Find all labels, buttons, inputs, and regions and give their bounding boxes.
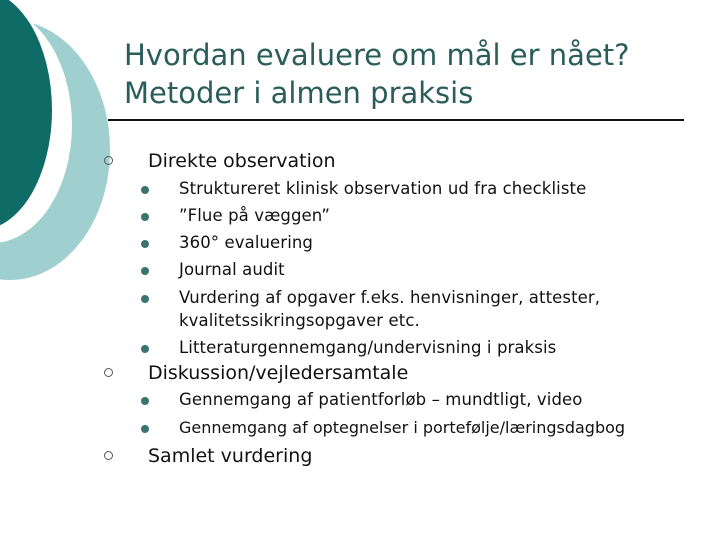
list-item-text: ”Flue på væggen” bbox=[179, 206, 331, 225]
dot-bullet-icon bbox=[141, 425, 149, 433]
circle-bullet-icon bbox=[104, 156, 113, 165]
section-label: Direkte observation bbox=[148, 150, 336, 172]
dot-bullet-icon bbox=[141, 213, 149, 221]
list-item bbox=[179, 389, 583, 411]
list-item bbox=[179, 232, 313, 254]
list-item bbox=[179, 205, 330, 227]
list-item bbox=[179, 287, 600, 309]
list-item-continuation bbox=[179, 310, 420, 332]
dot-bullet-icon bbox=[141, 240, 149, 248]
list-item bbox=[179, 417, 625, 439]
list-item-text: kvalitetssikringsopgaver etc. bbox=[179, 311, 420, 330]
section-samlet-vurdering bbox=[148, 445, 312, 467]
title-line-2: Metoder i almen praksis bbox=[124, 76, 474, 110]
title-line-1: Hvordan evaluere om mål er nået? bbox=[124, 38, 630, 72]
list-item-text: Gennemgang af patientforløb – mundtligt, video bbox=[179, 390, 583, 409]
section-direkte-observation bbox=[148, 150, 336, 172]
dot-bullet-icon bbox=[141, 397, 149, 405]
section-diskussion bbox=[148, 362, 408, 384]
list-item-text: Litteraturgennemgang/undervisning i praksis bbox=[179, 338, 557, 357]
list-item-text: Gennemgang af optegnelser i portefølje/læringsdagbog bbox=[179, 418, 626, 437]
list-item-text: Vurdering af opgaver f.eks. henvisninger, attester, bbox=[179, 288, 601, 307]
dot-bullet-icon bbox=[141, 186, 149, 194]
list-item-text: Struktureret klinisk observation ud fra checkliste bbox=[179, 179, 587, 198]
dot-bullet-icon bbox=[141, 295, 149, 303]
list-item-text: Journal audit bbox=[179, 260, 285, 279]
list-item bbox=[179, 337, 556, 359]
dot-bullet-icon bbox=[141, 267, 149, 275]
circle-bullet-icon bbox=[104, 368, 113, 377]
dot-bullet-icon bbox=[141, 345, 149, 353]
circle-bullet-icon bbox=[104, 451, 113, 460]
section-label: Diskussion/vejledersamtale bbox=[148, 362, 409, 384]
list-item bbox=[179, 178, 586, 200]
list-item-text: 360° evaluering bbox=[179, 233, 314, 252]
section-label: Samlet vurdering bbox=[148, 445, 313, 467]
list-item bbox=[179, 259, 285, 281]
